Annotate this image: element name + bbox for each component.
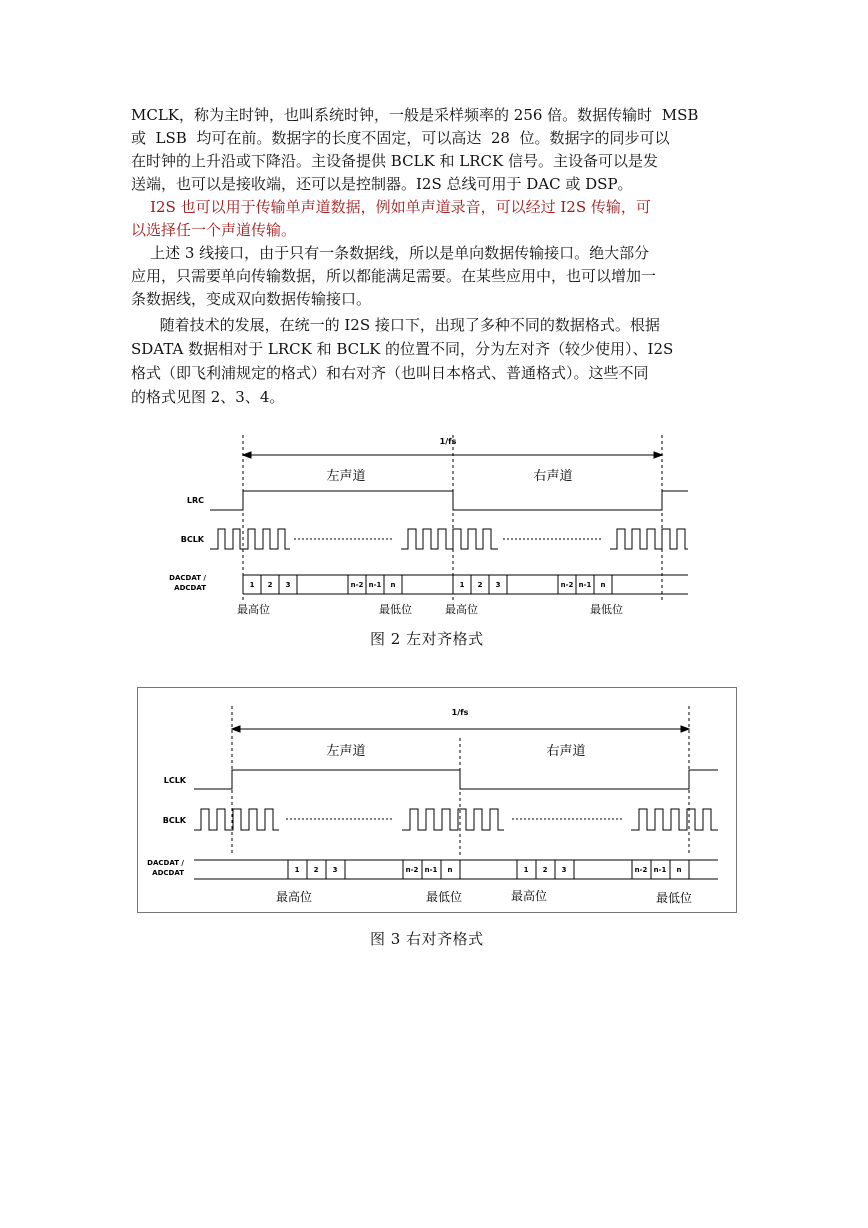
lsb-label: 最低位 xyxy=(590,603,623,616)
bit-label: 1 xyxy=(459,581,465,589)
text-line: SDATA 数据相对于 LRCK 和 BCLK 的位置不同，分为左对齐（较少使用）、I2S xyxy=(131,340,674,358)
bit-label: n xyxy=(390,581,396,589)
lclk-waveform xyxy=(194,770,718,789)
lrc-label: LRC xyxy=(186,496,204,505)
left-channel-label: 左声道 xyxy=(326,469,366,484)
bit-label: 3 xyxy=(285,581,291,589)
text-line: 在时钟的上升沿或下降沿。主设备提供 BCLK 和 LRCK 信号。主设备可以是发 xyxy=(131,152,658,170)
bit-label: 1 xyxy=(523,866,529,874)
bit-label: n-1 xyxy=(653,866,667,874)
bit-label: 3 xyxy=(561,866,567,874)
figure-3-caption: 图 3 右对齐格式 xyxy=(370,930,484,948)
bclk-burst xyxy=(631,809,718,830)
bit-label: n xyxy=(447,866,453,874)
paragraph-formats xyxy=(131,313,737,409)
data-label: ADCDAT xyxy=(152,869,184,877)
bit-label: n xyxy=(600,581,606,589)
timing-diagram xyxy=(138,688,736,912)
bit-label: 2 xyxy=(477,581,483,589)
bit-label: 2 xyxy=(542,866,548,874)
bit-label: 2 xyxy=(267,581,273,589)
bit-label: n-2 xyxy=(560,581,574,589)
msb-label: 最高位 xyxy=(445,603,478,616)
bclk-label: BCLK xyxy=(180,535,204,544)
lclk-label: LCLK xyxy=(163,776,186,785)
right-channel-label: 右声道 xyxy=(533,469,573,484)
text-line: 应用，只需要单向传输数据，所以都能满足需要。在某些应用中，也可以增加一 xyxy=(131,267,657,285)
text-line: 以选择任一个声道传输。 xyxy=(131,221,297,239)
right-channel-label: 右声道 xyxy=(546,744,586,759)
figure-right-justified xyxy=(137,687,737,913)
figure-left-justified xyxy=(160,432,700,622)
text-line: 上述 3 线接口，由于只有一条数据线，所以是单向数据传输接口。绝大部分 xyxy=(131,244,650,262)
bit-label: n-2 xyxy=(350,581,364,589)
period-label: 1/fs xyxy=(439,437,457,446)
lsb-label: 最低位 xyxy=(379,603,412,616)
msb-label: 最高位 xyxy=(276,890,313,904)
text-line: MCLK，称为主时钟，也叫系统时钟，一般是采样频率的 256 倍。数据传输时 MSB xyxy=(131,106,699,124)
text-line: 或 LSB 均可在前。数据字的长度不固定，可以高达 28 位。数据字的同步可以 xyxy=(131,129,670,147)
data-label: DACDAT / xyxy=(147,859,184,867)
text-line: 的格式见图 2、3、4。 xyxy=(131,388,285,406)
bclk-burst xyxy=(194,809,279,830)
data-label: ADCDAT xyxy=(174,584,206,592)
text-line: 条数据线，变成双向数据传输接口。 xyxy=(131,290,372,308)
paragraph-3wire xyxy=(131,242,737,311)
bit-label: 3 xyxy=(495,581,501,589)
bclk-burst xyxy=(401,529,498,549)
msb-label: 最高位 xyxy=(237,603,270,616)
bit-label: n-1 xyxy=(578,581,592,589)
bit-label: n-1 xyxy=(424,866,438,874)
text-line: 送端，也可以是接收端，还可以是控制器。I2S 总线可用于 DAC 或 DSP。 xyxy=(131,175,633,193)
bit-label: n xyxy=(676,866,682,874)
bit-label: n-2 xyxy=(634,866,648,874)
bclk-burst xyxy=(610,529,688,549)
text-line: 随着技术的发展，在统一的 I2S 接口下，出现了多种不同的数据格式。根据 xyxy=(131,316,660,334)
lsb-label: 最低位 xyxy=(656,891,693,905)
bclk-label: BCLK xyxy=(162,816,186,825)
bit-label: 1 xyxy=(294,866,300,874)
data-label: DACDAT / xyxy=(169,574,206,582)
bit-label: 3 xyxy=(332,866,338,874)
left-channel-label: 左声道 xyxy=(326,744,366,759)
bit-label: n-1 xyxy=(368,581,382,589)
bclk-burst xyxy=(402,809,504,830)
msb-label: 最高位 xyxy=(511,889,548,903)
bclk-burst xyxy=(210,529,290,549)
text-line: I2S 也可以用于传输单声道数据，例如单声道录音，可以经过 I2S 传输，可 xyxy=(131,198,651,216)
bit-label: 1 xyxy=(249,581,255,589)
period-label: 1/fs xyxy=(451,708,469,717)
lrc-waveform xyxy=(210,491,688,510)
paragraph-mclk xyxy=(131,104,737,196)
text-line: 格式（即飞利浦规定的格式）和右对齐（也叫日本格式、普通格式）。这些不同 xyxy=(131,364,649,382)
paragraph-mono xyxy=(131,196,737,242)
figure-2-caption: 图 2 左对齐格式 xyxy=(370,630,484,648)
bit-label: n-2 xyxy=(405,866,419,874)
timing-diagram xyxy=(160,432,700,622)
bit-label: 2 xyxy=(313,866,319,874)
lsb-label: 最低位 xyxy=(426,890,463,904)
